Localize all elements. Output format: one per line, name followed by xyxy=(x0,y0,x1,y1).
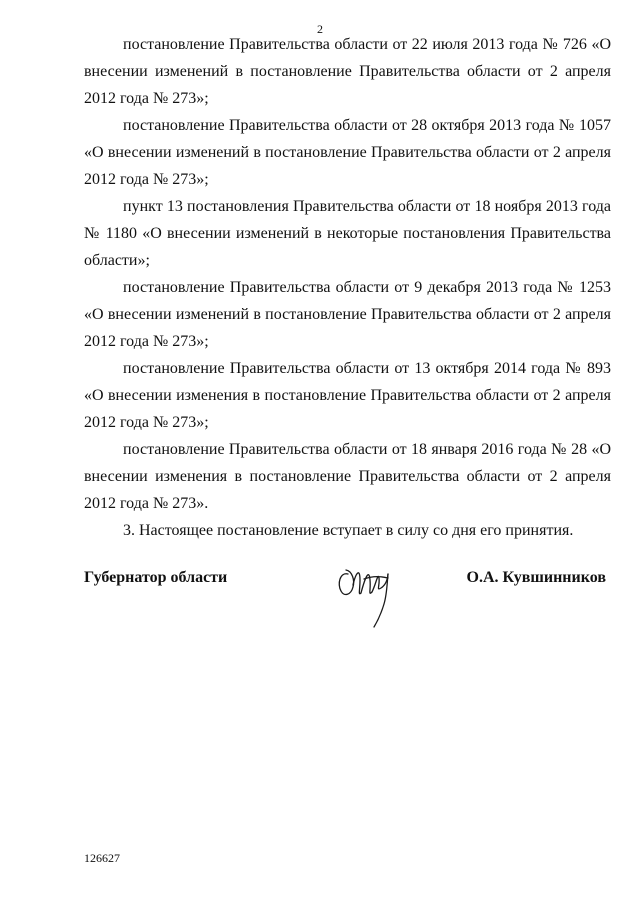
signature-block xyxy=(84,565,606,635)
paragraph-item-13-resolution-1180: пункт 13 постановления Правительства области от 18 ноября 2013 года № 1180 «О внесении изменений в некоторые постановления Правительства области»; xyxy=(84,198,611,269)
page-number: 2 xyxy=(317,22,323,36)
paragraph-resolution-893: постановление Правительства области от 13 октября 2014 года № 893 «О внесении изменения в постановление Правительства области от 2 апреля 2012 года № 273»; xyxy=(84,360,611,431)
paragraph-resolution-726: постановление Правительства области от 22 июля 2013 года № 726 «О внесении изменений в постановление Правительства области от 2 апреля 2012 года № 273»; xyxy=(84,36,611,107)
document-registration-number: 126627 xyxy=(84,851,120,865)
paragraph-resolution-1253: постановление Правительства области от 9 декабря 2013 года № 1253 «О внесении изменений в постановление Правительства области от 2 апреля 2012 года № 273»; xyxy=(84,279,611,350)
paragraph-resolution-28: постановление Правительства области от 18 января 2016 года № 28 «О внесении изменения в постановление Правительства области от 2 апреля 2012 года № 273». xyxy=(84,441,611,512)
signer-title: Губернатор области xyxy=(84,569,228,586)
handwritten-signature xyxy=(334,558,404,630)
paragraph-resolution-1057: постановление Правительства области от 28 октября 2013 года № 1057 «О внесении изменений в постановление Правительства области от 2 апреля 2012 года № 273»; xyxy=(84,117,611,188)
document-body xyxy=(84,31,611,544)
paragraph-effective-date: 3. Настоящее постановление вступает в силу со дня его принятия. xyxy=(123,522,574,539)
signer-name: О.А. Кувшинников xyxy=(466,569,606,586)
